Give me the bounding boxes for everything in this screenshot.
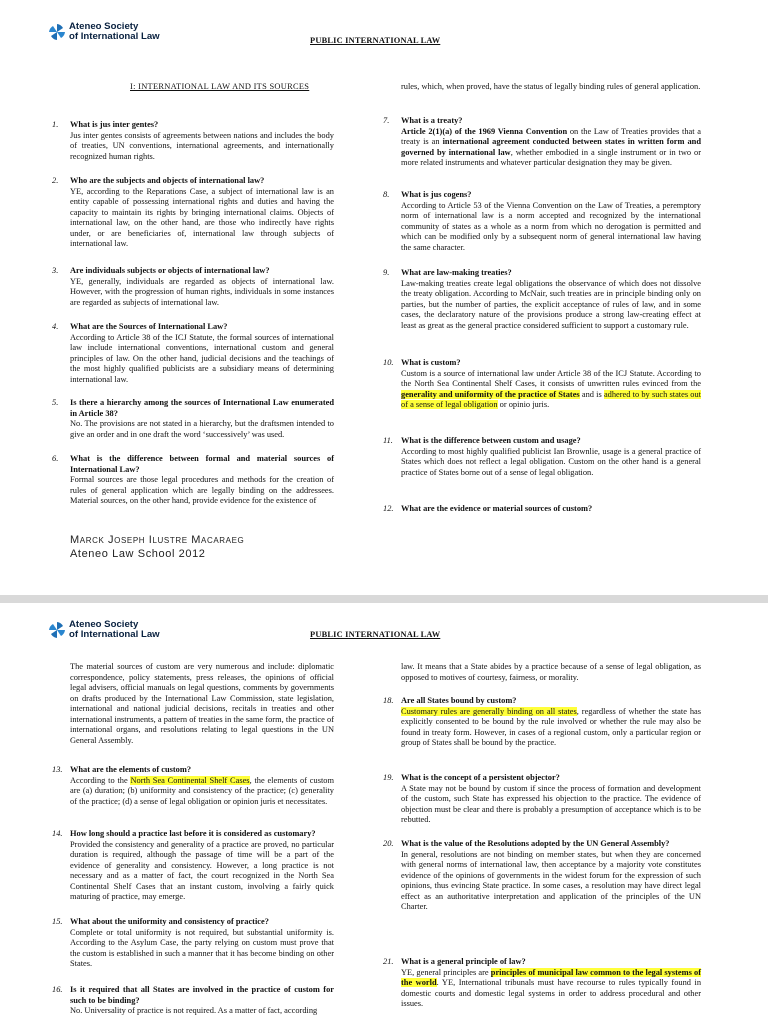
- qa-item-7: 7. What is a treaty? Article 2(1)(a) of the 1969 Vienna Convention on the Law of Treaties provides that a treaty is an international agreement conducted between states in written form and governed by international law, whether embodied in a single instrument or in two or more related instruments and whatever particular designation they may be given.: [383, 116, 701, 167]
- qa-item-5: 5. Is there a hierarchy among the sources of International Law enumerated in Article 38? No. The provisions are not stated in a hierarchy, but the draftsmen intended to give an order and in one draft the word ‘successively’ was used.: [52, 398, 334, 439]
- qa-item-2: 2. Who are the subjects and objects of international law? YE, according to the Reparations Case, a subject of international law is an entity capable of possessing international rights and duties and having the capacity to maintain its rights by bringing international claims. Objects of international law, on the other hand, are those who indirectly have rights under, or are beneficiaries of, international law through subjects of international law.: [52, 176, 334, 248]
- qa-item-10: 10. What is custom? Custom is a source of international law under Article 38 of the ICJ Statute. According to the North Sea Continental Shelf Cases, it consists of unwritten rules evinced from the generality and uniformity of the practice of States and is adhered to by such states out of a sense of legal obligation or opinio juris.: [383, 358, 701, 409]
- section-heading: I: INTERNATIONAL LAW AND ITS SOURCES: [130, 82, 310, 91]
- document-page-2: [0, 603, 768, 1024]
- continued-text: rules, which, when proved, have the status of legally binding rules of general application.: [401, 82, 701, 91]
- qa-item-4: 4. What are the Sources of International Law? According to Article 38 of the ICJ Statute, the formal sources of international law include international conventions, international custom and general principles of law. On the other hand, judicial decisions and the teachings of the most highly qualified publicists are a subsidiary means of determining international law.: [52, 322, 334, 384]
- ateneo-logo: [49, 22, 160, 42]
- logo-line-1: Ateneo Society: [69, 619, 139, 630]
- material-sources-text: The material sources of custom are very numerous and include: diplomatic correspondence, policy statements, press releases, the opinions of official legal advisers, official manuals on legal questions, comments by governments on drafts produced by the International Law Commission, state legislation, international and national judicial decisions, recitals in treaties and other international instruments, a pattern of treaties in the same form, the practice of international organs, and resolutions relating to legal questions in the UN General Assembly.: [70, 662, 334, 745]
- qa-item-8: 8. What is jus cogens? According to Article 53 of the Vienna Convention on the Law of Treaties, a peremptory norm of international law is a norm accepted and recognized by the international community of states as a whole as a norm from which no derogation is permitted and which can be modified only by a subsequent norm of general international law having the same character.: [383, 190, 701, 252]
- highlight-legal-obligation: adhered to by such states out of a sense of legal obligation: [401, 389, 701, 409]
- qa-item-3: 3. Are individuals subjects or objects of international law? YE, generally, individuals are regarded as objects of international law. However, with the progression of human rights, individuals in some instances are regarded as subjects of international law.: [52, 266, 334, 307]
- header-title-2: PUBLIC INTERNATIONAL LAW: [310, 630, 441, 639]
- qa-item-9: 9. What are law-making treaties? Law-making treaties create legal obligations the observance of which does not dissolve the treaty obligation. According to McNair, such treaties are in principle binding only on parties, but the number of parties, the explicit acceptance of rules of law, and in some cases, the declaratory nature of the provisions produce a strong law-creating effect at least as great as the general practice considered sufficient to support a customary rule.: [383, 268, 701, 330]
- qa-item-15: 15. What about the uniformity and consistency of practice? Complete or total uniformity is not required, but substantial uniformity is. According to the Asylum Case, the party relying on custom must prove that the custom is established in such a manner that it has become binding on other States.: [52, 917, 334, 968]
- highlight-municipal-law: principles of municipal law common to the legal systems of the world: [401, 967, 701, 987]
- header-title: PUBLIC INTERNATIONAL LAW: [310, 36, 441, 45]
- qa-item-12: 12. What are the evidence or material sources of custom?: [383, 504, 593, 513]
- qa-item-14: 14. How long should a practice last before it is considered as customary? Provided the consistency and generality of a practice are proved, no particular duration is required, although the passage of time will be a part of the evidence of generality and consistency. However, a long practice is not necessary and as a matter of fact, the court recognized in the North Sea Continental Shelf Cases that an instant custom, involving a fairly quick maturing of practice, may emerge.: [52, 829, 334, 901]
- qa-item-1: 1. What is jus inter gentes? Jus inter gentes consists of agreements between nations and includes the body of treaties, UN conventions, international agreements, and internationally recognized human rights.: [52, 120, 334, 161]
- logo-pinwheel-icon: [49, 24, 65, 40]
- author-name: Marck Joseph Ilustre Macaraeg: [70, 534, 245, 546]
- logo-line-1: Ateneo Society: [69, 21, 139, 32]
- qa-item-11: 11. What is the difference between custom and usage? According to most highly qualified publicist Ian Brownlie, usage is a general practice of States which does not reflect a legal obligation. Custom on the other hand is a general practice of States borne out of a sense of legal obligation.: [383, 436, 701, 477]
- ateneo-logo-2: [49, 620, 160, 640]
- logo-line-2: of International Law: [69, 629, 160, 641]
- qa-item-18: 18. Are all States bound by custom? Customary rules are generally binding on all states, regardless of whether the state has explicitly consented to be bound by the rule involved or whether the rule may also be found in treaty form. However, in cases of a regional custom, only a particular region or group of States shall be bound by the practice.: [383, 696, 701, 747]
- school-name: Ateneo Law School 2012: [70, 548, 206, 561]
- highlight-customary-rules: Customary rules are generally binding on all states: [401, 706, 577, 716]
- qa-item-20: 20. What is the value of the Resolutions adopted by the UN General Assembly? In general, resolutions are not binding on member states, but when they are concerned with general norms of international law, then acceptance by a majority vote constitutes evidence of the opinions of governments in the widest forum for the expression of such opinions, thus evincing State practice. In some cases, a resolution may have direct legal effect as an authoritative interpretation and application of the principles of the UN Charter.: [383, 839, 701, 911]
- qa-item-16: 16. Is it required that all States are involved in the practice of custom for such to be binding? No. Universality of practice is not required. As a matter of fact, according: [52, 985, 334, 1015]
- continued-text-2: law. It means that a State abides by a practice because of a sense of legal obligation, as opposed to motives of courtesy, fairness, or morality.: [401, 662, 701, 682]
- qa-item-21: 21. What is a general principle of law? YE, general principles are principles of municipal law common to the legal systems of the world. YE, International tribunals must have recourse to rules typically found in domestic courts and domestic legal systems in order to address procedural and other issues.: [383, 957, 702, 1008]
- page-separator: [0, 595, 768, 603]
- logo-pinwheel-icon-2: [49, 622, 65, 638]
- logo-line-2: of International Law: [69, 31, 160, 43]
- qa-item-6: 6. What is the difference between formal and material sources of International Law? Formal sources are those legal procedures and methods for the creation of rules of general application which are legally binding on the addressees. Material sources, on the other hand, provide evidence for the existence of: [52, 454, 334, 505]
- author-footer: [70, 533, 244, 562]
- highlight-north-sea: North Sea Continental Shelf Cases: [130, 775, 250, 785]
- qa-item-13: 13. What are the elements of custom? According to the North Sea Continental Shelf Cases, the elements of custom are (a) duration; (b) uniformity and consistency of the practice; (c) generality of the practice; (d) a sense of legal obligation or opinion juris et necessitates.: [52, 765, 334, 806]
- highlight-generality: generality and uniformity of the practice of States: [401, 389, 580, 399]
- qa-item-19: 19. What is the concept of a persistent objector? A State may not be bound by custom if since the process of formation and development of the custom, such State has expressed his objection to the practice. The evidence of objection must be clear and there is probably a presumption of acceptance which is to be rebutted.: [383, 773, 701, 824]
